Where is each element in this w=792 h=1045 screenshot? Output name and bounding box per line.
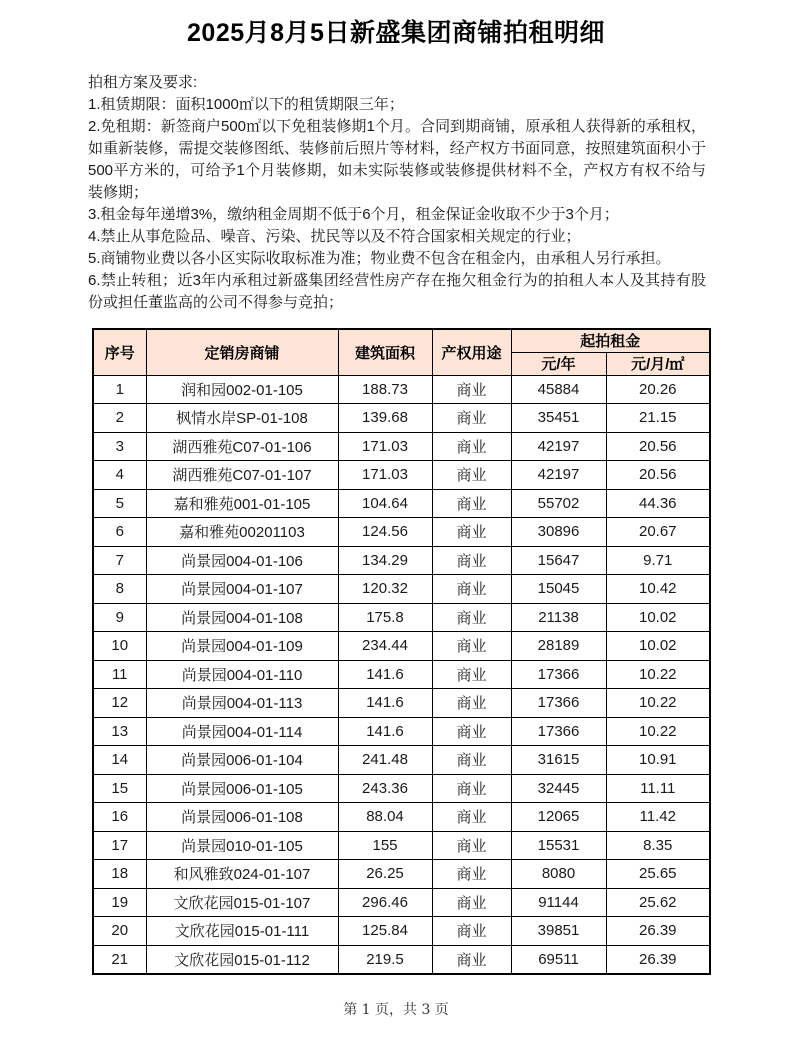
cell-rent-year: 28189 xyxy=(511,632,606,661)
cell-seq: 12 xyxy=(93,689,146,718)
col-header-use: 产权用途 xyxy=(432,329,511,375)
cell-rent-month: 11.42 xyxy=(606,803,710,832)
cell-rent-year: 39851 xyxy=(511,917,606,946)
cell-rent-month: 20.56 xyxy=(606,432,710,461)
cell-rent-month: 10.02 xyxy=(606,603,710,632)
cell-rent-year: 21138 xyxy=(511,603,606,632)
table-row xyxy=(93,603,710,632)
cell-rent-month: 20.56 xyxy=(606,461,710,490)
cell-rent-year: 17366 xyxy=(511,660,606,689)
cell-seq: 5 xyxy=(93,489,146,518)
table-row xyxy=(93,803,710,832)
cell-use: 商业 xyxy=(432,945,511,974)
col-header-area: 建筑面积 xyxy=(338,329,432,375)
cell-rent-month: 26.39 xyxy=(606,945,710,974)
cell-rent-year: 8080 xyxy=(511,860,606,889)
cell-rent-year: 12065 xyxy=(511,803,606,832)
cell-area: 219.5 xyxy=(338,945,432,974)
cell-use: 商业 xyxy=(432,546,511,575)
cell-use: 商业 xyxy=(432,717,511,746)
cell-seq: 1 xyxy=(93,375,146,404)
cell-rent-year: 15531 xyxy=(511,831,606,860)
cell-rent-month: 9.71 xyxy=(606,546,710,575)
col-header-rent-per-year: 元/年 xyxy=(511,352,606,375)
cell-shop: 尚景园004-01-109 xyxy=(146,632,338,661)
cell-rent-year: 32445 xyxy=(511,774,606,803)
cell-rent-month: 21.15 xyxy=(606,404,710,433)
col-header-shop: 定销房商铺 xyxy=(146,329,338,375)
cell-rent-year: 17366 xyxy=(511,689,606,718)
cell-shop: 枫情水岸SP-01-108 xyxy=(146,404,338,433)
cell-shop: 尚景园010-01-105 xyxy=(146,831,338,860)
cell-shop: 尚景园004-01-108 xyxy=(146,603,338,632)
cell-use: 商业 xyxy=(432,404,511,433)
rent-table xyxy=(92,328,711,975)
cell-seq: 15 xyxy=(93,774,146,803)
table-header xyxy=(93,329,710,375)
cell-area: 155 xyxy=(338,831,432,860)
notice-heading: 拍租方案及要求: xyxy=(88,74,198,91)
page-number-footer: 第 1 页，共 3 页 xyxy=(343,1002,449,1018)
cell-rent-month: 20.67 xyxy=(606,518,710,547)
cell-rent-month: 10.91 xyxy=(606,746,710,775)
notice-item-6: 6.禁止转租；近3年内承租过新盛集团经营性房产存在拖欠租金行为的拍租人本人及其持有股份或担任董监高的公司不得参与竞拍； xyxy=(88,272,706,311)
cell-seq: 14 xyxy=(93,746,146,775)
cell-seq: 17 xyxy=(93,831,146,860)
cell-shop: 嘉和雅苑00201103 xyxy=(146,518,338,547)
cell-shop: 尚景园006-01-104 xyxy=(146,746,338,775)
cell-rent-month: 10.42 xyxy=(606,575,710,604)
cell-area: 171.03 xyxy=(338,432,432,461)
cell-area: 175.8 xyxy=(338,603,432,632)
cell-shop: 湖西雅苑C07-01-106 xyxy=(146,432,338,461)
cell-seq: 19 xyxy=(93,888,146,917)
cell-rent-year: 45884 xyxy=(511,375,606,404)
cell-area: 241.48 xyxy=(338,746,432,775)
table-row xyxy=(93,546,710,575)
cell-seq: 8 xyxy=(93,575,146,604)
cell-rent-year: 17366 xyxy=(511,717,606,746)
cell-shop: 文欣花园015-01-112 xyxy=(146,945,338,974)
cell-rent-month: 10.22 xyxy=(606,689,710,718)
cell-rent-year: 15647 xyxy=(511,546,606,575)
cell-shop: 尚景园004-01-113 xyxy=(146,689,338,718)
table-row xyxy=(93,746,710,775)
notice-item-1: 1.租赁期限：面积1000㎡以下的租赁期限三年； xyxy=(88,96,404,113)
cell-area: 120.32 xyxy=(338,575,432,604)
table-row xyxy=(93,375,710,404)
cell-area: 26.25 xyxy=(338,860,432,889)
cell-seq: 9 xyxy=(93,603,146,632)
cell-shop: 润和园002-01-105 xyxy=(146,375,338,404)
col-header-seq: 序号 xyxy=(93,329,146,375)
cell-area: 141.6 xyxy=(338,660,432,689)
cell-area: 141.6 xyxy=(338,689,432,718)
table-row xyxy=(93,461,710,490)
cell-area: 243.36 xyxy=(338,774,432,803)
cell-rent-month: 10.02 xyxy=(606,632,710,661)
cell-use: 商业 xyxy=(432,461,511,490)
cell-rent-month: 11.11 xyxy=(606,774,710,803)
notice-section xyxy=(88,72,706,314)
table-row xyxy=(93,518,710,547)
cell-rent-year: 69511 xyxy=(511,945,606,974)
cell-shop: 尚景园004-01-106 xyxy=(146,546,338,575)
page-title: 2025月8月5日新盛集团商铺拍租明细 xyxy=(187,19,605,47)
cell-rent-year: 42197 xyxy=(511,432,606,461)
cell-seq: 4 xyxy=(93,461,146,490)
cell-rent-month: 10.22 xyxy=(606,660,710,689)
cell-seq: 21 xyxy=(93,945,146,974)
cell-rent-month: 26.39 xyxy=(606,917,710,946)
cell-use: 商业 xyxy=(432,575,511,604)
cell-rent-year: 91144 xyxy=(511,888,606,917)
cell-area: 104.64 xyxy=(338,489,432,518)
table-row xyxy=(93,717,710,746)
cell-rent-year: 15045 xyxy=(511,575,606,604)
cell-rent-year: 35451 xyxy=(511,404,606,433)
cell-seq: 6 xyxy=(93,518,146,547)
cell-use: 商业 xyxy=(432,746,511,775)
table-row xyxy=(93,888,710,917)
cell-use: 商业 xyxy=(432,603,511,632)
cell-rent-month: 25.65 xyxy=(606,860,710,889)
notice-item-5: 5.商铺物业费以各小区实际收取标准为准；物业费不包含在租金内，由承租人另行承担。 xyxy=(88,250,671,267)
notice-item-4: 4.禁止从事危险品、噪音、污染、扰民等以及不符合国家相关规定的行业； xyxy=(88,228,581,245)
table-row xyxy=(93,917,710,946)
table-row xyxy=(93,404,710,433)
cell-shop: 尚景园004-01-107 xyxy=(146,575,338,604)
cell-seq: 13 xyxy=(93,717,146,746)
cell-seq: 16 xyxy=(93,803,146,832)
cell-use: 商业 xyxy=(432,489,511,518)
cell-seq: 18 xyxy=(93,860,146,889)
cell-rent-year: 55702 xyxy=(511,489,606,518)
table-row xyxy=(93,432,710,461)
cell-area: 296.46 xyxy=(338,888,432,917)
table-row xyxy=(93,632,710,661)
cell-seq: 3 xyxy=(93,432,146,461)
cell-rent-year: 31615 xyxy=(511,746,606,775)
cell-area: 139.68 xyxy=(338,404,432,433)
cell-use: 商业 xyxy=(432,660,511,689)
cell-area: 134.29 xyxy=(338,546,432,575)
cell-area: 125.84 xyxy=(338,917,432,946)
cell-rent-month: 8.35 xyxy=(606,831,710,860)
cell-area: 234.44 xyxy=(338,632,432,661)
cell-use: 商业 xyxy=(432,888,511,917)
cell-seq: 11 xyxy=(93,660,146,689)
cell-area: 188.73 xyxy=(338,375,432,404)
cell-area: 88.04 xyxy=(338,803,432,832)
cell-use: 商业 xyxy=(432,831,511,860)
cell-rent-month: 44.36 xyxy=(606,489,710,518)
cell-use: 商业 xyxy=(432,375,511,404)
cell-rent-month: 25.62 xyxy=(606,888,710,917)
cell-shop: 和风雅致024-01-107 xyxy=(146,860,338,889)
cell-use: 商业 xyxy=(432,774,511,803)
table-body xyxy=(93,375,710,974)
cell-use: 商业 xyxy=(432,917,511,946)
cell-shop: 尚景园006-01-105 xyxy=(146,774,338,803)
table-row xyxy=(93,689,710,718)
cell-shop: 文欣花园015-01-107 xyxy=(146,888,338,917)
cell-use: 商业 xyxy=(432,860,511,889)
table-row xyxy=(93,831,710,860)
cell-rent-year: 42197 xyxy=(511,461,606,490)
cell-shop: 文欣花园015-01-111 xyxy=(146,917,338,946)
col-header-starting-rent: 起拍租金 xyxy=(511,329,710,352)
notice-item-2: 2.免租期：新签商户500㎡以下免租装修期1个月。合同到期商铺，原承租人获得新的承租权，如重新装修，需提交装修图纸、装修前后照片等材料，经产权方书面同意，按照建筑面积小于500平方米的，可给予1个月装修期，如未实际装修或装修提供材料不全，产权方有权不给与装修期； xyxy=(88,118,706,201)
table-row xyxy=(93,860,710,889)
cell-seq: 10 xyxy=(93,632,146,661)
cell-use: 商业 xyxy=(432,518,511,547)
cell-shop: 尚景园006-01-108 xyxy=(146,803,338,832)
cell-seq: 2 xyxy=(93,404,146,433)
cell-use: 商业 xyxy=(432,632,511,661)
cell-rent-month: 20.26 xyxy=(606,375,710,404)
cell-shop: 嘉和雅苑001-01-105 xyxy=(146,489,338,518)
cell-area: 171.03 xyxy=(338,461,432,490)
table-row xyxy=(93,945,710,974)
table-row xyxy=(93,489,710,518)
col-header-rent-per-month: 元/月/㎡ xyxy=(606,352,710,375)
cell-rent-month: 10.22 xyxy=(606,717,710,746)
cell-area: 141.6 xyxy=(338,717,432,746)
table-row xyxy=(93,774,710,803)
cell-shop: 湖西雅苑C07-01-107 xyxy=(146,461,338,490)
cell-use: 商业 xyxy=(432,689,511,718)
cell-shop: 尚景园004-01-110 xyxy=(146,660,338,689)
table-row xyxy=(93,575,710,604)
cell-rent-year: 30896 xyxy=(511,518,606,547)
cell-seq: 7 xyxy=(93,546,146,575)
cell-use: 商业 xyxy=(432,803,511,832)
cell-area: 124.56 xyxy=(338,518,432,547)
cell-seq: 20 xyxy=(93,917,146,946)
cell-use: 商业 xyxy=(432,432,511,461)
cell-shop: 尚景园004-01-114 xyxy=(146,717,338,746)
table-row xyxy=(93,660,710,689)
notice-item-3: 3.租金每年递增3%，缴纳租金周期不低于6个月，租金保证金收取不少于3个月； xyxy=(88,206,619,223)
